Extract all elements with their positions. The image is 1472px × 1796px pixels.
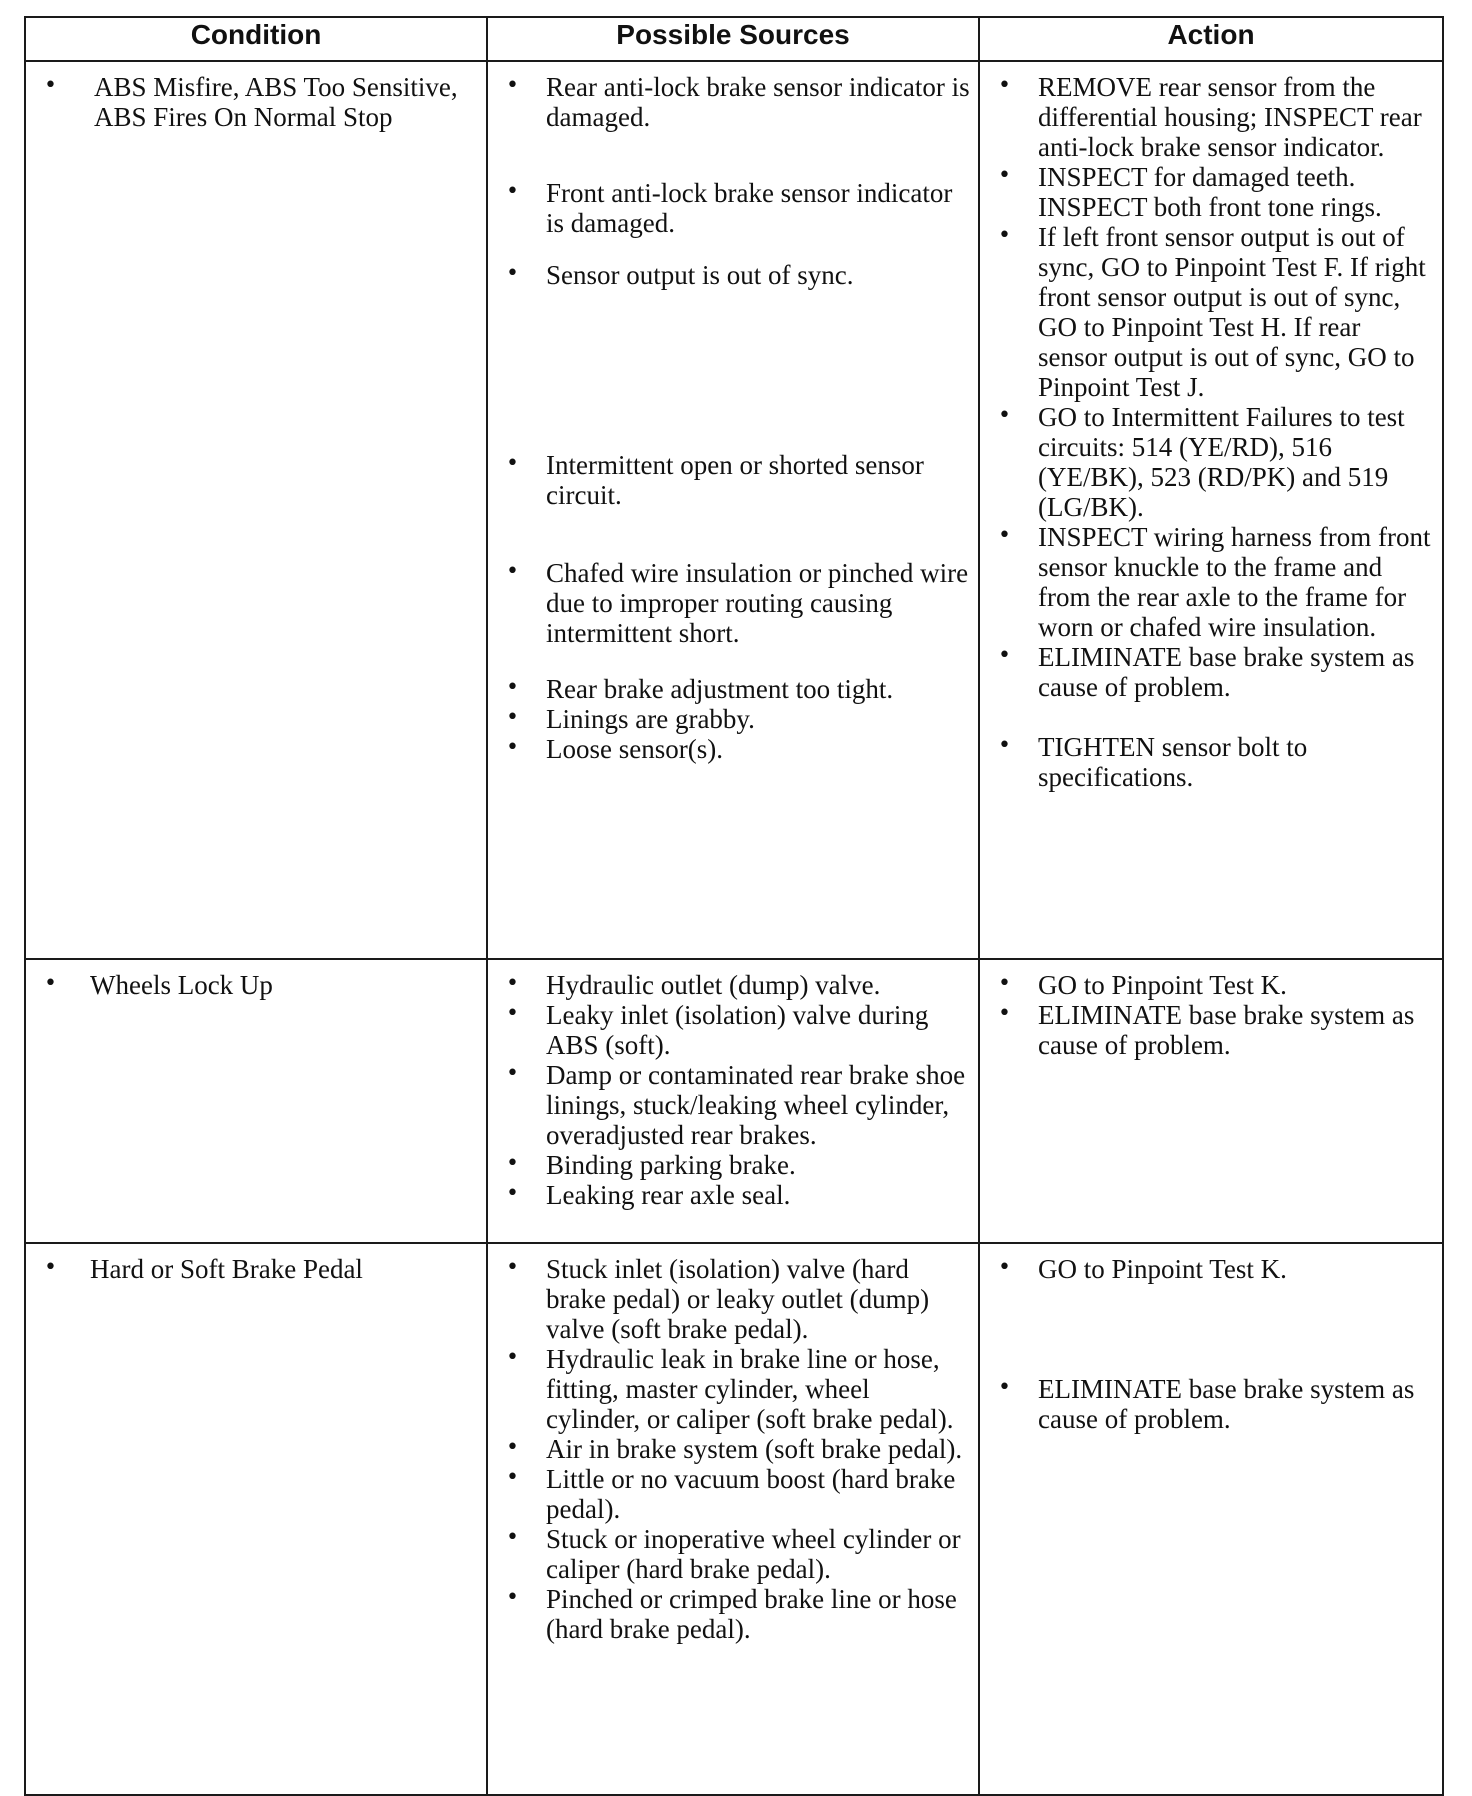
action-item: • GO to Intermittent Failures to test circuits: 514 (YE/RD), 516 (YE/BK), 523 (RD/PK) and 519 (LG/BK). xyxy=(990,402,1434,522)
action-item: • GO to Pinpoint Test K. xyxy=(990,970,1434,1000)
condition-cell xyxy=(25,959,487,1243)
source-item: • Hydraulic leak in brake line or hose, fitting, master cylinder, wheel cylinder, or caliper (soft brake pedal). xyxy=(498,1344,970,1434)
source-item: • Pinched or crimped brake line or hose (hard brake pedal). xyxy=(498,1584,970,1644)
sources-cell xyxy=(487,1243,979,1795)
condition-cell xyxy=(25,61,487,959)
header-action: Action xyxy=(979,17,1443,61)
source-item: • Stuck inlet (isolation) valve (hard brake pedal) or leaky outlet (dump) valve (soft brake pedal). xyxy=(498,1254,970,1344)
source-item: • Stuck or inoperative wheel cylinder or caliper (hard brake pedal). xyxy=(498,1524,970,1584)
source-item: • Linings are grabby. xyxy=(498,704,970,734)
action-item: • If left front sensor output is out of sync, GO to Pinpoint Test F. If right front sensor output is out of sync, GO to Pinpoint Test H. If rear sensor output is out of sync, GO to Pinpoint Test J. xyxy=(990,222,1434,402)
source-item: • Air in brake system (soft brake pedal). xyxy=(498,1434,970,1464)
action-item: • INSPECT wiring harness from front sensor knuckle to the frame and from the rear axle to the frame for worn or chafed wire insulation. xyxy=(990,522,1434,642)
source-item: • Rear brake adjustment too tight. xyxy=(498,674,970,704)
source-item: • Loose sensor(s). xyxy=(498,734,970,764)
action-item: • TIGHTEN sensor bolt to specifications. xyxy=(990,732,1434,792)
source-item: • Sensor output is out of sync. xyxy=(498,260,970,290)
action-item: • GO to Pinpoint Test K. xyxy=(990,1254,1434,1284)
action-item: • ELIMINATE base brake system as cause of problem. xyxy=(990,1000,1434,1060)
table-row xyxy=(25,61,1443,959)
header-possible-sources: Possible Sources xyxy=(487,17,979,61)
action-item: • REMOVE rear sensor from the differential housing; INSPECT rear anti-lock brake sensor indicator. xyxy=(990,72,1434,162)
source-item: • Intermittent open or shorted sensor circuit. xyxy=(498,450,970,510)
source-item: • Leaky inlet (isolation) valve during ABS (soft). xyxy=(498,1000,970,1060)
action-cell xyxy=(979,61,1443,959)
action-cell xyxy=(979,1243,1443,1795)
table-row xyxy=(25,959,1443,1243)
source-item: • Little or no vacuum boost (hard brake pedal). xyxy=(498,1464,970,1524)
condition-text: • Wheels Lock Up xyxy=(36,970,478,1000)
action-item: • ELIMINATE base brake system as cause of problem. xyxy=(990,642,1434,702)
source-item: • Binding parking brake. xyxy=(498,1150,970,1180)
condition-cell xyxy=(25,1243,487,1795)
source-item: • Damp or contaminated rear brake shoe linings, stuck/leaking wheel cylinder, overadjusted rear brakes. xyxy=(498,1060,970,1150)
sources-cell xyxy=(487,959,979,1243)
action-item: • INSPECT for damaged teeth. INSPECT both front tone rings. xyxy=(990,162,1434,222)
table-row xyxy=(25,1243,1443,1795)
source-item: • Leaking rear axle seal. xyxy=(498,1180,970,1210)
header-row xyxy=(25,17,1443,61)
source-item: • Hydraulic outlet (dump) valve. xyxy=(498,970,970,1000)
source-item: • Front anti-lock brake sensor indicator is damaged. xyxy=(498,178,970,238)
condition-text: • Hard or Soft Brake Pedal xyxy=(36,1254,478,1284)
condition-text: • ABS Misfire, ABS Too Sensitive, ABS Fires On Normal Stop xyxy=(36,72,478,132)
sources-cell xyxy=(487,61,979,959)
header-condition: Condition xyxy=(25,17,487,61)
source-item: • Chafed wire insulation or pinched wire due to improper routing causing intermittent short. xyxy=(498,558,970,648)
diagnosis-table xyxy=(24,16,1444,1796)
action-cell xyxy=(979,959,1443,1243)
action-item: • ELIMINATE base brake system as cause of problem. xyxy=(990,1374,1434,1434)
source-item: • Rear anti-lock brake sensor indicator is damaged. xyxy=(498,72,970,132)
